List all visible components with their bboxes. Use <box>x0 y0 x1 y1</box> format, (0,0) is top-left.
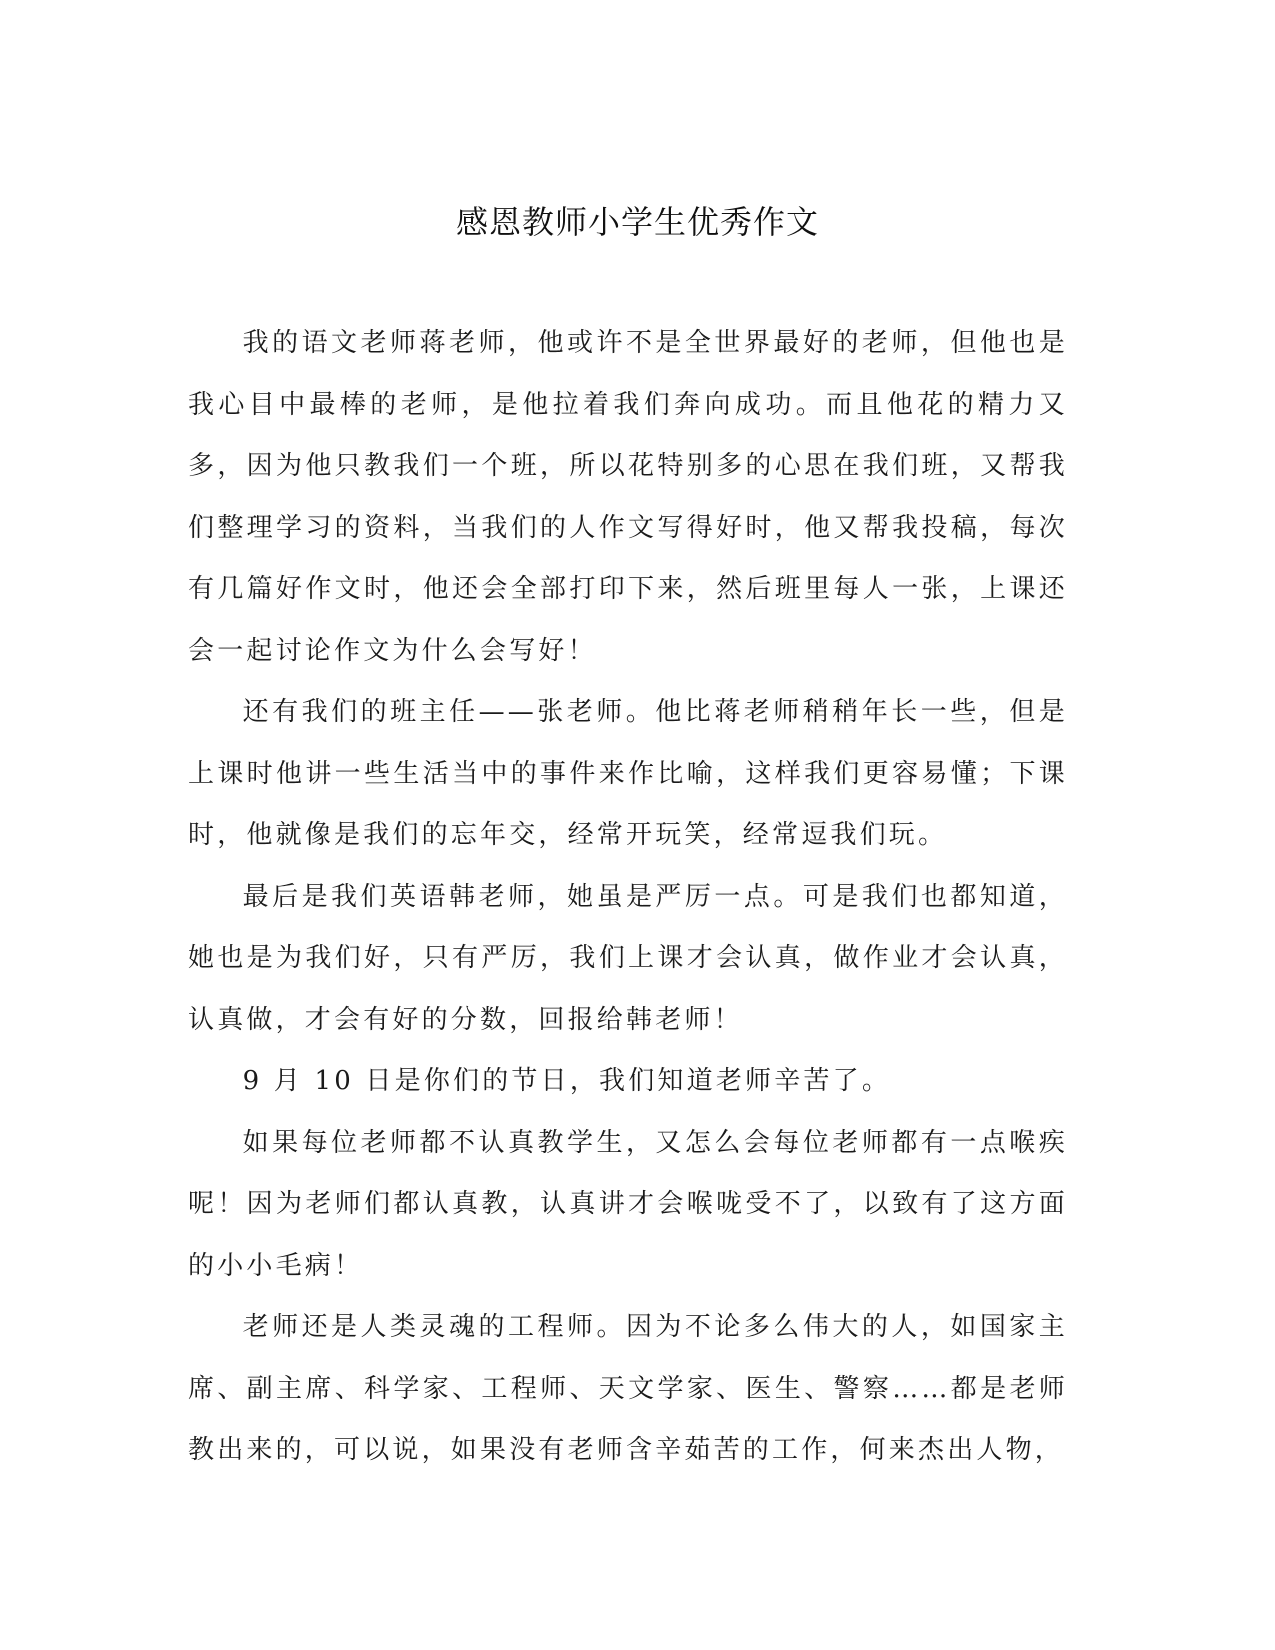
paragraph-teacher-han: 最后是我们英语韩老师，她虽是严厉一点。可是我们也都知道，她也是为我们好，只有严厉，我们上课才会认真，做作业才会认真，认真做，才会有好的分数，回报给韩老师！ <box>188 881 1068 1035</box>
document-body <box>188 313 1068 1482</box>
document-title: 感恩教师小学生优秀作文 <box>455 203 819 241</box>
paragraph-teacher-jiang: 我的语文老师蒋老师，他或许不是全世界最好的老师，但他也是我心目中最棒的老师，是他拉着我们奔向成功。而且他花的精力又多，因为他只教我们一个班，所以花特别多的心思在我们班，又帮我们整理学习的资料，当我们的人作文写得好时，他又帮我投稿，每次有几篇好作文时，他还会全部打印下来，然后班里每人一张，上课还会一起讨论作文为什么会写好！ <box>188 328 1068 666</box>
paragraph-teachers-day: 9 月 10 日是你们的节日，我们知道老师辛苦了。 <box>242 1066 892 1096</box>
paragraph-teacher-zhang: 还有我们的班主任——张老师。他比蒋老师稍稍年长一些，但是上课时他讲一些生活当中的事件来作比喻，这样我们更容易懂；下课时，他就像是我们的忘年交，经常开玩笑，经常逗我们玩。 <box>188 697 1068 850</box>
paragraph-throat-illness: 如果每位老师都不认真教学生，又怎么会每位老师都有一点喉疾呢！因为老师们都认真教，认真讲才会喉咙受不了，以致有了这方面的小小毛病！ <box>188 1127 1068 1281</box>
paragraph-soul-engineer: 老师还是人类灵魂的工程师。因为不论多么伟大的人，如国家主席、副主席、科学家、工程师、天文学家、医生、警察……都是老师教出来的，可以说，如果没有老师含辛茹苦的工作，何来杰出人物， <box>188 1312 1068 1465</box>
